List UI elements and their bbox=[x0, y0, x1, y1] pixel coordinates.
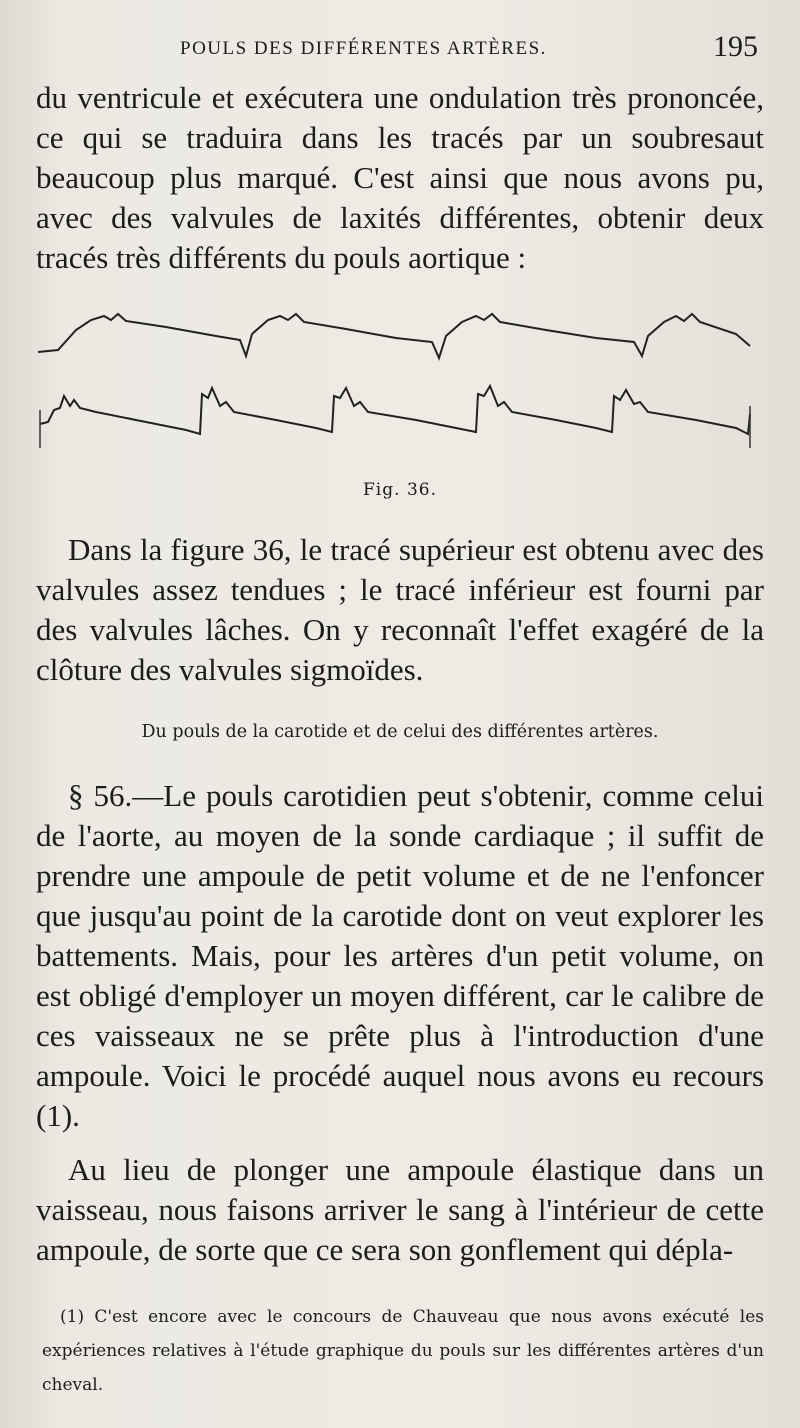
figure-36-pulse-tracings bbox=[36, 296, 764, 466]
paragraph-1: du ventricule et exécutera une ondulation très prononcée, ce qui se traduira dans les tracés par un soubresaut beaucoup plus marqué. C'est ainsi que nous avons pu, avec des valvules de laxités différentes, obtenir deux tracés très différents du pouls aortique : bbox=[36, 80, 764, 275]
lower-pulse-tracing bbox=[40, 386, 750, 434]
page-header bbox=[0, 30, 800, 70]
paragraph-3: § 56.—Le pouls carotidien peut s'obtenir, comme celui de l'aorte, au moyen de la sonde cardiaque ; il suffit de prendre une ampoule de petit volume et de ne l'enfoncer que jusqu'au point de la carotide dont on veut explorer les battements. Mais, pour les artères d'un petit volume, on est obligé d'employer un moyen différent, car le calibre de ces vaisseaux ne se prête plus à l'introduction d'une ampoule. Voici le procédé auquel nous avons eu recours (1). bbox=[36, 778, 764, 1133]
figure-caption: Fig. 36. bbox=[363, 480, 437, 500]
paragraph-2: Dans la figure 36, le tracé supérieur est obtenu avec des valvules assez tendues ; le tracé inférieur est fourni par des valvules lâches. On y reconnaît l'effet exagéré de la clôture des valvules sigmoïdes. bbox=[36, 532, 764, 687]
upper-pulse-tracing bbox=[38, 314, 750, 358]
section-title: Du pouls de la carotide et de celui des différentes artères. bbox=[141, 722, 659, 742]
footnote: (1) C'est encore avec le concours de Chauveau que nous avons exécuté les expériences relatives à l'étude graphique du pouls sur les différentes artères d'un cheval. bbox=[42, 1307, 764, 1395]
paragraph-4: Au lieu de plonger une ampoule élastique dans un vaisseau, nous faisons arriver le sang à l'intérieur de cette ampoule, de sorte que ce sera son gonflement qui dépla- bbox=[36, 1152, 764, 1267]
page-number: 195 bbox=[713, 30, 758, 63]
pulse-tracings-svg bbox=[36, 296, 764, 466]
running-title: POULS DES DIFFÉRENTES ARTÈRES. bbox=[180, 38, 547, 59]
